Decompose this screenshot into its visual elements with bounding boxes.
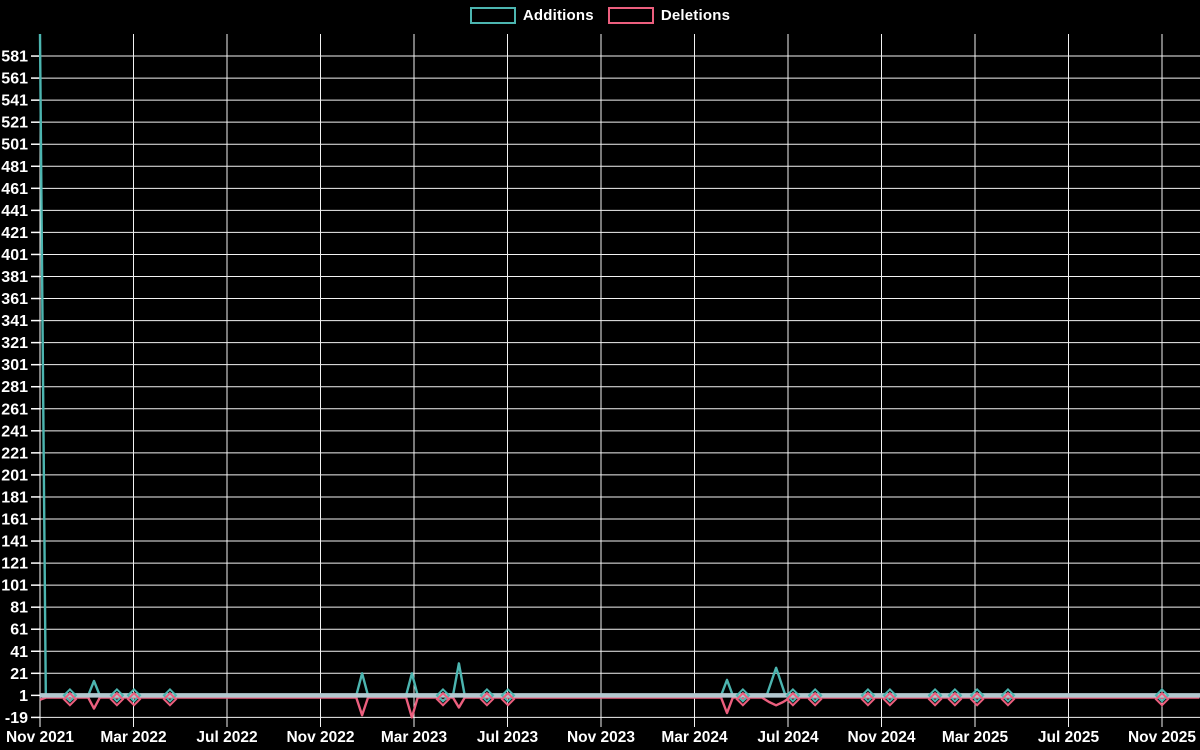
y-tick-dashes	[31, 56, 40, 717]
svg-text:521: 521	[1, 114, 28, 132]
svg-text:481: 481	[1, 158, 28, 176]
svg-text:421: 421	[1, 224, 28, 242]
svg-text:41: 41	[10, 643, 28, 661]
svg-text:Nov 2023: Nov 2023	[566, 729, 636, 746]
svg-text:Jul 2023: Jul 2023	[476, 729, 539, 746]
y-gridlines	[40, 56, 1200, 717]
svg-text:Nov 2024: Nov 2024	[847, 729, 916, 746]
svg-text:Nov 2021: Nov 2021	[5, 729, 75, 746]
legend-item-additions[interactable]	[470, 7, 594, 24]
chart-legend	[0, 7, 1200, 24]
svg-text:81: 81	[10, 599, 28, 617]
svg-text:Nov 2022: Nov 2022	[286, 729, 355, 746]
svg-text:Mar 2022: Mar 2022	[100, 729, 167, 746]
svg-text:221: 221	[1, 445, 28, 463]
additions-legend-label: Additions	[522, 7, 594, 24]
svg-text:361: 361	[1, 291, 28, 309]
svg-text:61: 61	[10, 621, 28, 639]
svg-text:401: 401	[1, 246, 28, 264]
svg-text:461: 461	[1, 180, 28, 198]
svg-text:181: 181	[1, 489, 28, 507]
x-tick-labels	[6, 729, 1196, 746]
svg-text:381: 381	[1, 268, 28, 286]
deletions-swatch-icon	[608, 7, 654, 24]
svg-text:541: 541	[1, 92, 28, 110]
svg-text:581: 581	[1, 48, 28, 66]
svg-text:281: 281	[1, 379, 28, 397]
svg-text:Nov 2025: Nov 2025	[1127, 729, 1197, 746]
svg-text:341: 341	[1, 313, 28, 331]
svg-text:201: 201	[1, 467, 28, 485]
legend-item-deletions[interactable]	[608, 7, 730, 24]
svg-text:Jul 2024: Jul 2024	[757, 729, 819, 746]
svg-text:301: 301	[1, 357, 28, 375]
svg-text:Mar 2023: Mar 2023	[380, 729, 448, 746]
deletions-legend-label: Deletions	[660, 7, 731, 24]
svg-text:141: 141	[1, 533, 28, 551]
svg-text:241: 241	[1, 423, 28, 441]
svg-text:1: 1	[19, 687, 28, 705]
svg-text:Jul 2025: Jul 2025	[1037, 729, 1100, 746]
y-tick-labels	[1, 49, 28, 727]
svg-text:Jul 2022: Jul 2022	[196, 729, 258, 746]
svg-text:121: 121	[1, 555, 28, 573]
svg-text:501: 501	[1, 136, 28, 154]
svg-text:441: 441	[1, 202, 28, 220]
svg-text:Mar 2024: Mar 2024	[661, 729, 728, 746]
svg-text:161: 161	[1, 511, 28, 529]
svg-text:21: 21	[10, 665, 28, 683]
additions-swatch-icon	[470, 7, 516, 24]
svg-text:561: 561	[1, 70, 28, 88]
svg-text:261: 261	[1, 401, 28, 419]
svg-text:-19: -19	[4, 709, 28, 727]
svg-text:Mar 2025: Mar 2025	[941, 729, 1009, 746]
svg-text:321: 321	[1, 335, 28, 353]
x-gridlines	[40, 34, 1162, 727]
deletions-line	[40, 698, 1199, 718]
svg-text:101: 101	[1, 577, 28, 595]
